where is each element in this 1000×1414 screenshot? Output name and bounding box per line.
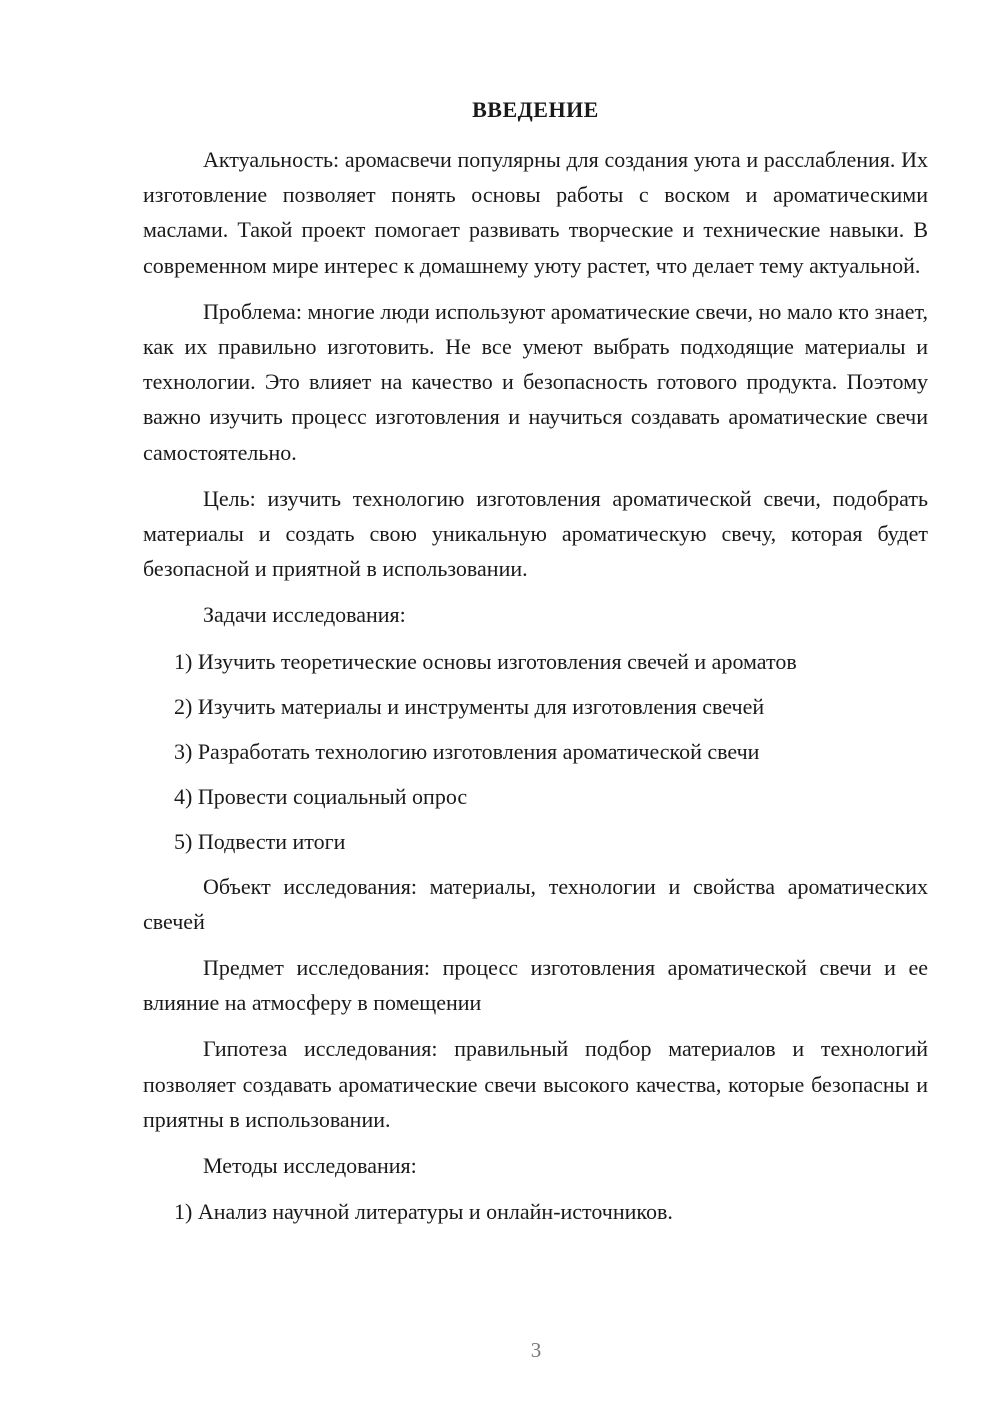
list-item: 2) Изучить материалы и инструменты для изготовления свечей xyxy=(174,693,765,719)
list-item: 3) Разработать технологию изготовления ароматической свечи xyxy=(174,738,760,764)
page-number: 3 xyxy=(530,1338,542,1362)
list-item: 1) Анализ научной литературы и онлайн-источников. xyxy=(174,1199,673,1225)
object-paragraph: Объект исследования: материалы, технологии и свойства ароматических свечей xyxy=(143,873,928,934)
tasks-list xyxy=(143,644,928,859)
hypothesis-paragraph: Гипотеза исследования: правильный подбор материалов и технологий позволяет создавать ароматические свечи высокого качества, которые безопасны и приятны в использовании. xyxy=(143,1036,928,1132)
document-body xyxy=(143,142,928,1239)
relevance-paragraph: Актуальность: аромасвечи популярны для создания уюта и расслабления. Их изготовление позволяет понять основы работы с воском и ароматическими маслами. Такой проект помогает развивать творческие и технические навыки. В современном мире интерес к домашнему уюту растет, что делает тему актуальной. xyxy=(143,147,928,278)
list-item: 5) Подвести итоги xyxy=(174,828,346,854)
problem-paragraph: Проблема: многие люди используют ароматические свечи, но мало кто знает, как их правильно изготовить. Не все умеют выбрать подходящие материалы и технологии. Это влияет на качество и безопасность готового продукта. Поэтому важно изучить процесс изготовления и научиться создавать ароматические свечи самостоятельно. xyxy=(143,298,928,465)
subject-paragraph: Предмет исследования: процесс изготовления ароматической свечи и ее влияние на атмосферу в помещении xyxy=(143,955,928,1016)
goal-paragraph: Цель: изучить технологию изготовления ароматической свечи, подобрать материалы и создать свою уникальную ароматическую свечу, которая будет безопасной и приятной в использовании. xyxy=(143,485,928,582)
page-title: ВВЕДЕНИЕ xyxy=(472,97,599,122)
list-item: 4) Провести социальный опрос xyxy=(174,783,468,809)
list-item: 1) Изучить теоретические основы изготовления свечей и ароматов xyxy=(174,648,797,674)
tasks-heading: Задачи исследования: xyxy=(203,602,406,628)
methods-list xyxy=(143,1194,928,1229)
methods-heading: Методы исследования: xyxy=(203,1153,417,1179)
